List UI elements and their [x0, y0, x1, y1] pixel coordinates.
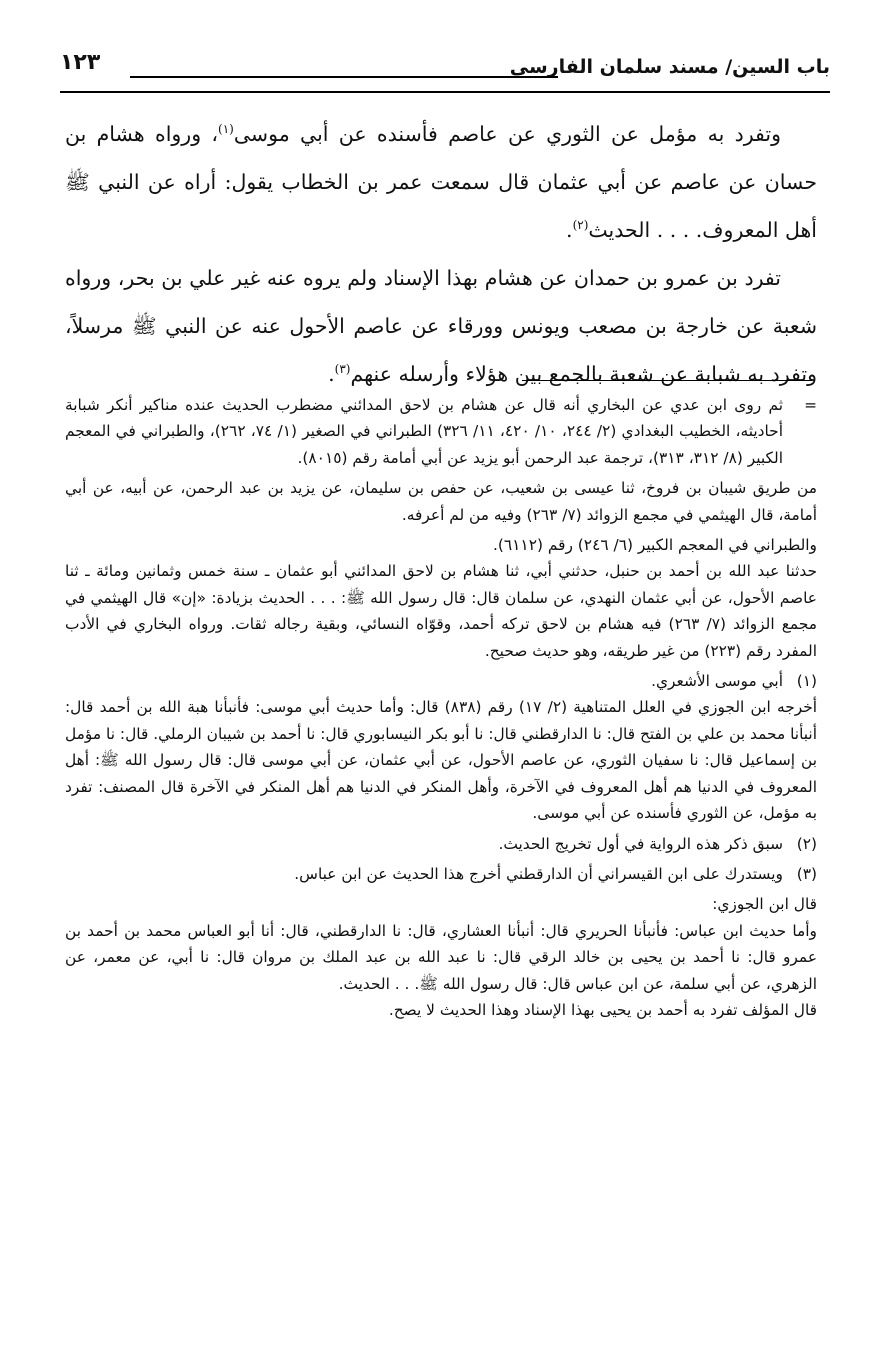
- footnote-text: حدثنا عبد الله بن أحمد بن حنبل، حدثني أبي، ثنا هشام بن لاحق المدائني أبو عثمان ـ سنة خمس وثمانين ومائة ـ ثنا عاصم الأحول، عن أبي عثمان النهدي، عن سلمان قال: قال رسول الله ﷺ: . . . الحديث بزيادة: «إن» قال الهيثمي في مجمع الزوائد (٧/ ٢٦٣) فيه هشام بن لاحق تركه أحمد، وقوّاه النسائي، وبقية رجاله ثقات. ورواه البخاري في الأدب المفرد رقم (٢٢٣) من غير طريقه، وهو حديث صحيح.: [65, 562, 818, 660]
- page-number: ١٢٣: [60, 50, 101, 75]
- main-paragraph: وتفرد به مؤمل عن الثوري عن عاصم فأسنده عن أبي موسى$^{(١)}$، ورواه هشام بن حسان عن عاصم عن أبي عثمان قال سمعت عمر بن الخطاب يقول: أراه عن النبي ﷺ أهل المعروف. . . . الحديث$^{(٢)}$.: [65, 122, 817, 242]
- header-rule: [130, 76, 558, 78]
- footnote-3: [65, 861, 817, 887]
- footnote-text: وأما حديث ابن عباس: فأنبأنا الحريري قال: أنبأنا العشاري، قال: نا الدارقطني، قال: أنا أبو العباس محمد بن أحمد بن عمرو قال: نا أحمد بن يحيى بن خالد الرقي قال: نا عبد الله بن عبد الملك بن مروان قال: نا أبي، عن معمر، عن الزهري، عن أبي سلمة، عن ابن عباس قال: قال رسول الله ﷺ. . . الحديث.: [65, 921, 817, 993]
- footnote-heading: أبي موسى الأشعري.: [651, 672, 783, 691]
- footnote-ref: (٢): [572, 218, 589, 233]
- footnote-text: أخرجه ابن الجوزي في العلل المتناهية (٢/ ١٧) رقم (٨٣٨) قال: وأما حديث أبي موسى: فأنبأنا هبة الله بن أحمد قال: أنبأنا محمد بن علي بن الفتح قال: نا الدارقطني قال: نا أبو بكر النيسابوري قال: نا أحمد بن شيبان الرملي. قال: نا مؤمل بن إسماعيل قال: نا سفيان الثوري، عن عاصم الأحول، عن أبي عثمان، عن أبي موسى قال: قال رسول الله ﷺ: أهل المعروف في الدنيا هم أهل المعروف في الآخرة، وأهل المنكر في الدنيا هم أهل المنكر في الآخرة قال المصنف: تفرد به مؤمل، عن الثوري فأسنده عن أبي موسى.: [65, 698, 818, 823]
- footnotes: [65, 392, 817, 1023]
- page-header: [60, 46, 830, 86]
- footnote-text: والطبراني في المعجم الكبير (٦/ ٢٤٦) رقم (٦١١٢).: [492, 536, 817, 555]
- footnote-subheading: قال ابن الجوزي:: [712, 895, 817, 914]
- footnote-1: [65, 668, 817, 694]
- footnote-2: [65, 831, 817, 857]
- running-title: باب السين/ مسند سلمان الفارسي: [509, 56, 830, 78]
- main-text: [65, 110, 817, 398]
- header-divider: [60, 91, 830, 93]
- footnote-text: سبق ذكر هذه الرواية في أول تخريج الحديث.: [498, 834, 783, 853]
- footnote-ref: (١): [218, 122, 234, 137]
- footnote-text: قال المؤلف تفرد به أحمد بن يحيى بهذا الإسناد وهذا الحديث لا يصح.: [388, 1000, 817, 1019]
- footnote-marker: (١): [796, 672, 817, 691]
- continuation-marker: =: [804, 396, 817, 414]
- footnote-marker: (٢): [796, 834, 817, 853]
- footnote-text: من طريق شيبان بن فروخ، ثنا عيسى بن شعيب، عن حفص بن سليمان، عن يزيد بن عبد الرحمن، عن أبيه، عن أبي أمامة، قال الهيثمي في مجمع الزوائد (٧/ ٢٦٣) وفيه من لم أعرفه.: [65, 479, 817, 524]
- footnote-separator: [522, 380, 812, 381]
- footnote-text: ثم روى ابن عدي عن البخاري أنه قال عن هشام بن لاحق المدائني مضطرب الحديث عنده مناكير أنكر شبابة أحاديثه، الخطيب البغدادي (٢/ ٢٤٤، ١٠/ ٤٢٠، ١١/ ٣٢٦) الطبراني في الصغير (١/ ٧٤، ٢٦٢)، والطبراني في المعجم الكبير (٨/ ٣١٢، ٣١٣)، ترجمة عبد الرحمن أبو يزيد عن أبي أمامة رقم (٨٠١٥).: [65, 396, 783, 467]
- main-paragraph: تفرد بن عمرو بن حمدان عن هشام بهذا الإسناد ولم يروه عنه غير علي بن بحر، ورواه شعبة عن خارجة بن مصعب ويونس وورقاء عن عاصم الأحول عنه عن النبي ﷺ مرسلاً، وتفرد به شبابة عن شعبة بالجمع بين هؤلاء وأرسله عنهم$^{(٣)}$.: [65, 266, 817, 386]
- footnote-continuation: [65, 392, 817, 471]
- footnote-text: ويستدرك على ابن القيسراني أن الدارقطني أخرج هذا الحديث عن ابن عباس.: [294, 864, 783, 883]
- footnote-marker: (٣): [796, 864, 817, 883]
- footnote-ref: (٣): [334, 362, 351, 377]
